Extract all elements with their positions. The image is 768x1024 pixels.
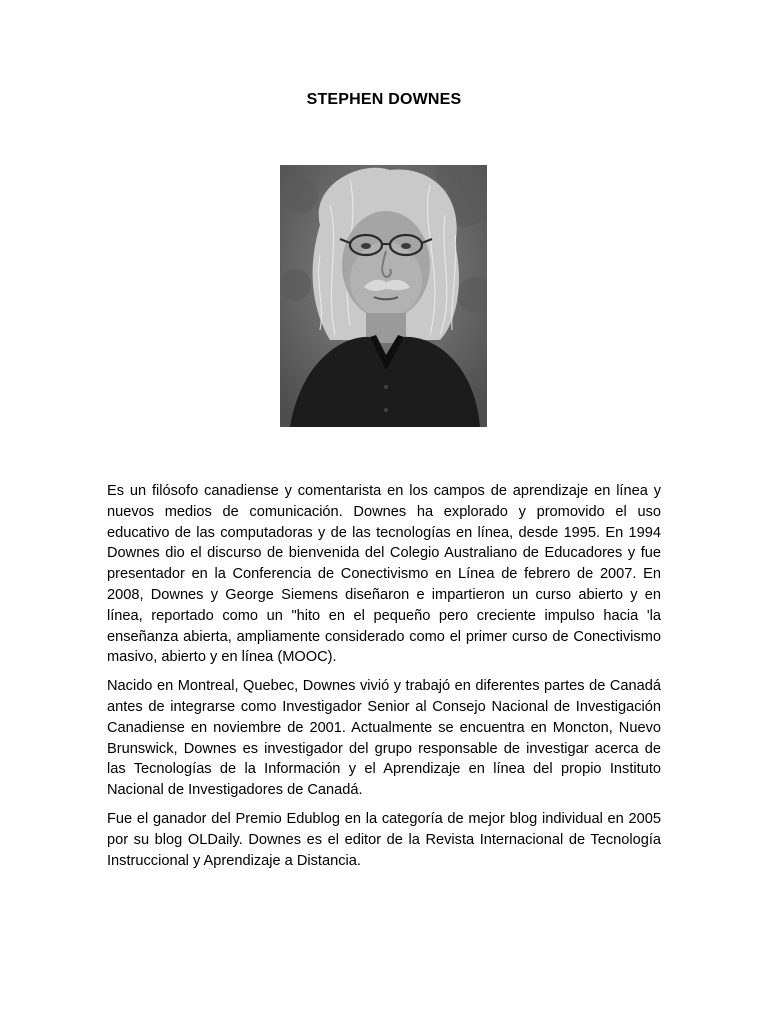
page-title: STEPHEN DOWNES xyxy=(306,91,462,108)
paragraph-career: Nacido en Montreal, Quebec, Downes vivió y trabajó en diferentes partes de Canadá antes de integrarse como Investigador Senior al Consejo Nacional de Investigación Canadiense en noviembre de 2001. Actualmente se encuentra en Moncton, Nuevo Brunswick, Downes es investigador del grupo responsable de investigar acerca de las Tecnologías de la Información y el Aprendizaje en línea del propio Instituto Nacional de Investigadores de Canadá. xyxy=(107,678,661,799)
biography-text xyxy=(107,481,661,879)
paragraph-intro: Es un filósofo canadiense y comentarista en los campos de aprendizaje en línea y nuevos medios de comunicación. Downes ha explorado y promovido el uso educativo de las computadoras y de las tecnologías en línea, desde 1995. En 1994 Downes dio el discurso de bienvenida del Colegio Australiano de Educadores y fue presentador en la Conferencia de Conectivismo en Línea de febrero de 2007. En 2008, Downes y George Siemens diseñaron e impartieron un curso abierto y en línea, reportado como un "hito en el pequeño pero creciente impulso hacia 'la enseñanza abierta, ampliamente considerado como el primer curso de Conectivismo masivo, abierto y en línea (MOOC). xyxy=(107,483,661,666)
portrait-image xyxy=(280,165,487,427)
paragraph-awards: Fue el ganador del Premio Edublog en la categoría de mejor blog individual en 2005 por su blog OLDaily. Downes es el editor de la Revista Internacional de Tecnología Instruccional y Aprendizaje a Distancia. xyxy=(107,810,661,869)
portrait-photo xyxy=(280,165,487,427)
